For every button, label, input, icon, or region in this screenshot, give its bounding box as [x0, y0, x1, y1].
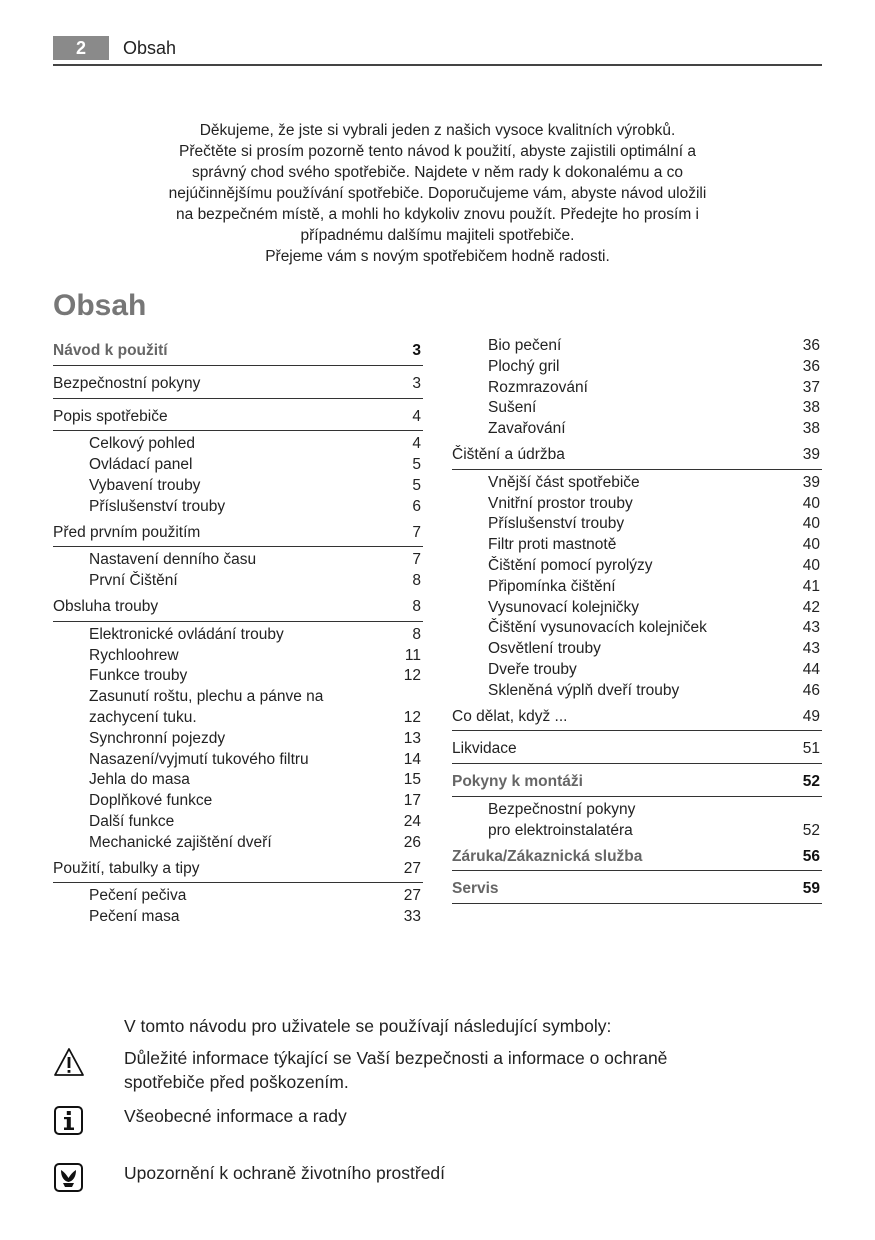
toc-entry-page: 27 [403, 887, 421, 905]
toc-entry[interactable] [53, 750, 423, 771]
intro-text [100, 120, 775, 267]
toc-entry-title: Elektronické ovládání trouby [89, 625, 284, 643]
symbol-line: Upozornění k ochraně životního prostředí [124, 1163, 446, 1183]
toc-entry[interactable] [452, 681, 822, 702]
toc-entry[interactable] [452, 800, 822, 821]
toc-entry-title: Záruka/Zákaznická služba [452, 847, 643, 865]
intro-line: na bezpečném místě, a mohli ho kdykoliv znovu použít. Předejte ho prosím i [176, 206, 699, 223]
toc-entry-title: Rychloohrew [89, 646, 179, 664]
page-number: 2 [53, 36, 109, 60]
toc-entry-title: Funkce trouby [89, 667, 188, 685]
toc-entry-title: Použití, tabulky a tipy [53, 859, 200, 877]
toc-entry-title: Nastavení denního času [89, 551, 257, 569]
toc-entry-title: Čištění a údržba [452, 445, 565, 463]
toc-entry[interactable] [53, 907, 423, 928]
toc-entry-page: 5 [412, 456, 421, 474]
toc-entry[interactable] [53, 770, 423, 791]
toc-entry[interactable] [452, 874, 822, 904]
toc-entry-title: Bezpečnostní pokyny [53, 374, 201, 392]
toc-entry-page: 39 [802, 473, 820, 491]
toc-entry[interactable] [452, 535, 822, 556]
toc-entry-title: Skleněná výplň dveří trouby [488, 681, 680, 699]
toc-entry-title: První Čištění [89, 572, 178, 590]
toc-entry-title: Návod k použití [53, 342, 168, 359]
toc-entry[interactable] [53, 336, 423, 366]
toc-entry-page: 52 [802, 821, 820, 839]
page-header [53, 36, 822, 66]
toc-entry-page: 51 [802, 740, 820, 758]
toc-entry-title: Pečení pečiva [89, 887, 187, 905]
symbols-intro: V tomto návodu pro uživatele se používají následující symboly: [124, 1016, 612, 1036]
toc-entry-title: Obsluha trouby [53, 597, 159, 615]
toc-entry-page: 46 [802, 681, 820, 699]
toc-entry-page: 15 [403, 771, 421, 789]
toc-entry-page: 7 [412, 551, 421, 569]
toc-entry-title: Zavařování [488, 420, 566, 438]
toc-entry-page: 4 [412, 407, 421, 425]
toc-entry[interactable] [53, 666, 423, 687]
intro-line: Přečtěte si prosím pozorně tento návod k použití, abyste zajistili optimální a [179, 143, 696, 160]
toc-entry-title: Synchronní pojezdy [89, 729, 226, 747]
toc-entry[interactable] [53, 369, 423, 399]
toc-entry[interactable] [452, 378, 822, 399]
toc-entry[interactable] [452, 577, 822, 598]
toc-entry[interactable] [53, 571, 423, 592]
toc-entry[interactable] [53, 646, 423, 667]
toc-entry-page: 27 [403, 859, 421, 877]
toc-entry-page: 4 [412, 435, 421, 453]
toc-entry-title: Filtr proti mastnotě [488, 536, 617, 554]
toc-entry-page: 11 [404, 646, 421, 664]
symbol-line: Všeobecné informace a rady [124, 1106, 347, 1126]
toc-entry-title: Vybavení trouby [89, 476, 201, 494]
toc-entry-title: Likvidace [452, 740, 517, 758]
toc-entry-title: Doplňkové funkce [89, 792, 213, 810]
toc-entry[interactable] [53, 402, 423, 432]
toc-entry-page: 38 [802, 420, 820, 438]
toc-entry-page: 44 [802, 660, 820, 678]
intro-line: případnému dalšímu majiteli spotřebiče. [300, 227, 575, 244]
toc-entry[interactable] [452, 821, 822, 842]
toc-entry[interactable] [53, 476, 423, 497]
toc-entry-page: 8 [412, 572, 421, 590]
toc-entry[interactable] [53, 518, 423, 548]
toc-entry[interactable] [452, 702, 822, 732]
toc-entry-title: Bezpečnostní pokyny [488, 800, 636, 818]
toc-entry-title: Vnější část spotřebiče [488, 473, 640, 491]
toc-entry-page: 56 [802, 847, 820, 865]
toc-entry[interactable] [53, 729, 423, 750]
symbol-line: spotřebiče před poškozením. [124, 1072, 349, 1092]
toc-entry-title: Mechanické zajištění dveří [89, 833, 272, 851]
toc-entry-page: 49 [802, 707, 820, 725]
toc-entry-title: Nasazení/vyjmutí tukového filtru [89, 750, 309, 768]
toc-entry-page: 6 [412, 497, 421, 515]
toc-entry-page: 36 [802, 357, 820, 375]
toc-entry[interactable] [53, 708, 423, 729]
toc-entry[interactable] [53, 625, 423, 646]
toc-entry-title: Co dělat, když ... [452, 707, 568, 725]
toc-entry-title: Zasunutí roštu, plechu a pánve na [89, 688, 324, 706]
toc-entry[interactable] [53, 791, 423, 812]
toc-entry[interactable] [452, 842, 822, 872]
toc-entry[interactable] [452, 618, 822, 639]
toc-entry-page: 40 [802, 536, 820, 554]
toc-entry[interactable] [53, 434, 423, 455]
toc-entry-title: Další funkce [89, 812, 175, 830]
toc-entry-title: Dveře trouby [488, 660, 577, 678]
toc-entry[interactable] [452, 514, 822, 535]
toc-entry-title: zachycení tuku. [89, 708, 197, 726]
symbol-text-info [124, 1104, 784, 1128]
toc-entry[interactable] [53, 497, 423, 518]
toc-entry[interactable] [452, 767, 822, 797]
toc-entry-page: 36 [802, 337, 820, 354]
toc-entry-title: Čištění vysunovacích kolejniček [488, 619, 707, 637]
toc-entry[interactable] [452, 660, 822, 681]
toc-entry-title: Připomínka čištění [488, 577, 616, 595]
toc-entry-title: Servis [452, 880, 499, 898]
symbol-line: Důležité informace týkající se Vaší bezpečnosti a informace o ochraně [124, 1048, 668, 1068]
toc-heading: Obsah [53, 289, 147, 322]
toc-entry[interactable] [452, 598, 822, 619]
toc-entry-title: Sušení [488, 399, 537, 417]
info-icon [53, 1104, 85, 1136]
toc-entry-page: 26 [403, 833, 421, 851]
toc-entry[interactable] [452, 473, 822, 494]
toc-entry-page: 40 [802, 494, 820, 512]
header-title: Obsah [123, 38, 177, 58]
toc-entry-page: 38 [802, 399, 820, 417]
toc-entry-page: 5 [412, 476, 421, 494]
toc-entry[interactable] [53, 833, 423, 854]
symbol-text-warning [124, 1046, 784, 1094]
toc-entry-page: 43 [802, 619, 820, 637]
toc-entry-title: Plochý gril [488, 357, 560, 375]
toc-entry[interactable] [452, 419, 822, 440]
toc-entry-page: 52 [802, 773, 820, 791]
toc-entry-title: Vysunovací kolejničky [488, 598, 640, 616]
toc-entry-page: 3 [412, 342, 421, 359]
toc-entry-title: Vnitřní prostor trouby [488, 494, 633, 512]
toc-entry-page: 7 [412, 523, 421, 541]
toc-entry-page: 40 [802, 515, 820, 533]
toc-entry-title: Čištění pomocí pyrolýzy [488, 556, 653, 574]
toc-entry-page: 17 [403, 792, 421, 810]
toc-entry[interactable] [53, 812, 423, 833]
toc-entry-page: 33 [403, 908, 421, 926]
toc-left-column [53, 336, 423, 928]
toc-entry-page: 12 [403, 667, 421, 685]
toc-entry[interactable] [452, 440, 822, 470]
toc-entry-page: 37 [802, 378, 820, 396]
toc-entry-page: 59 [802, 880, 820, 898]
toc-entry-title: Jehla do masa [89, 771, 190, 789]
warning-triangle-icon [53, 1046, 85, 1078]
toc-entry[interactable] [452, 556, 822, 577]
intro-line: Děkujeme, že jste si vybrali jeden z našich vysoce kvalitních výrobků. [199, 122, 676, 139]
intro-line: nejúčinnějšímu používání spotřebiče. Doporučujeme vám, abyste návod uložili [168, 185, 707, 202]
intro-line: správný chod svého spotřebiče. Najdete v něm rady k dokonalému a co [191, 164, 684, 181]
toc-entry-page: 39 [802, 445, 820, 463]
toc-entry-title: Před prvním použitím [53, 523, 201, 541]
intro-line: Přejeme vám s novým spotřebičem hodně radosti. [265, 248, 610, 265]
toc-right-column [452, 336, 822, 907]
toc-entry-title: Pokyny k montáži [452, 773, 583, 791]
toc-entry-page: 42 [802, 598, 820, 616]
toc-entry-page: 40 [802, 556, 820, 574]
symbol-text-environment [124, 1161, 784, 1185]
toc-entry-page: 8 [412, 597, 421, 615]
toc-entry-page: 24 [403, 812, 421, 830]
toc-entry-title: Celkový pohled [89, 435, 195, 453]
toc-entry-page: 43 [802, 640, 820, 658]
toc-entry-title: pro elektroinstalatéra [488, 821, 633, 839]
toc-entry-title: Rozmrazování [488, 378, 588, 396]
toc-entry-title: Popis spotřebiče [53, 407, 168, 425]
toc-entry-title: Příslušenství trouby [488, 515, 625, 533]
toc-entry[interactable] [452, 734, 822, 764]
toc-entry-title: Bio pečení [488, 337, 562, 354]
toc-entry[interactable] [53, 886, 423, 907]
toc-entry-title: Ovládací panel [89, 456, 193, 474]
toc-entry-title: Příslušenství trouby [89, 497, 226, 515]
toc-entry[interactable] [452, 639, 822, 660]
toc-entry-page: 14 [403, 750, 421, 768]
toc-entry-page: 13 [403, 729, 421, 747]
toc-entry-page: 41 [802, 577, 820, 595]
toc-entry-page: 3 [412, 374, 421, 392]
toc-entry[interactable] [53, 550, 423, 571]
environment-icon [53, 1161, 85, 1193]
toc-entry[interactable] [53, 854, 423, 884]
toc-entry-page: 8 [412, 625, 421, 643]
toc-entry-title: Pečení masa [89, 908, 180, 926]
toc-entry[interactable] [452, 357, 822, 378]
toc-entry[interactable] [452, 336, 822, 357]
toc-entry[interactable] [53, 455, 423, 476]
toc-entry[interactable] [53, 592, 423, 622]
toc-entry[interactable] [53, 687, 423, 708]
toc-entry-title: Osvětlení trouby [488, 640, 601, 658]
toc-entry[interactable] [452, 398, 822, 419]
toc-entry-page: 12 [403, 708, 421, 726]
toc-entry[interactable] [452, 494, 822, 515]
